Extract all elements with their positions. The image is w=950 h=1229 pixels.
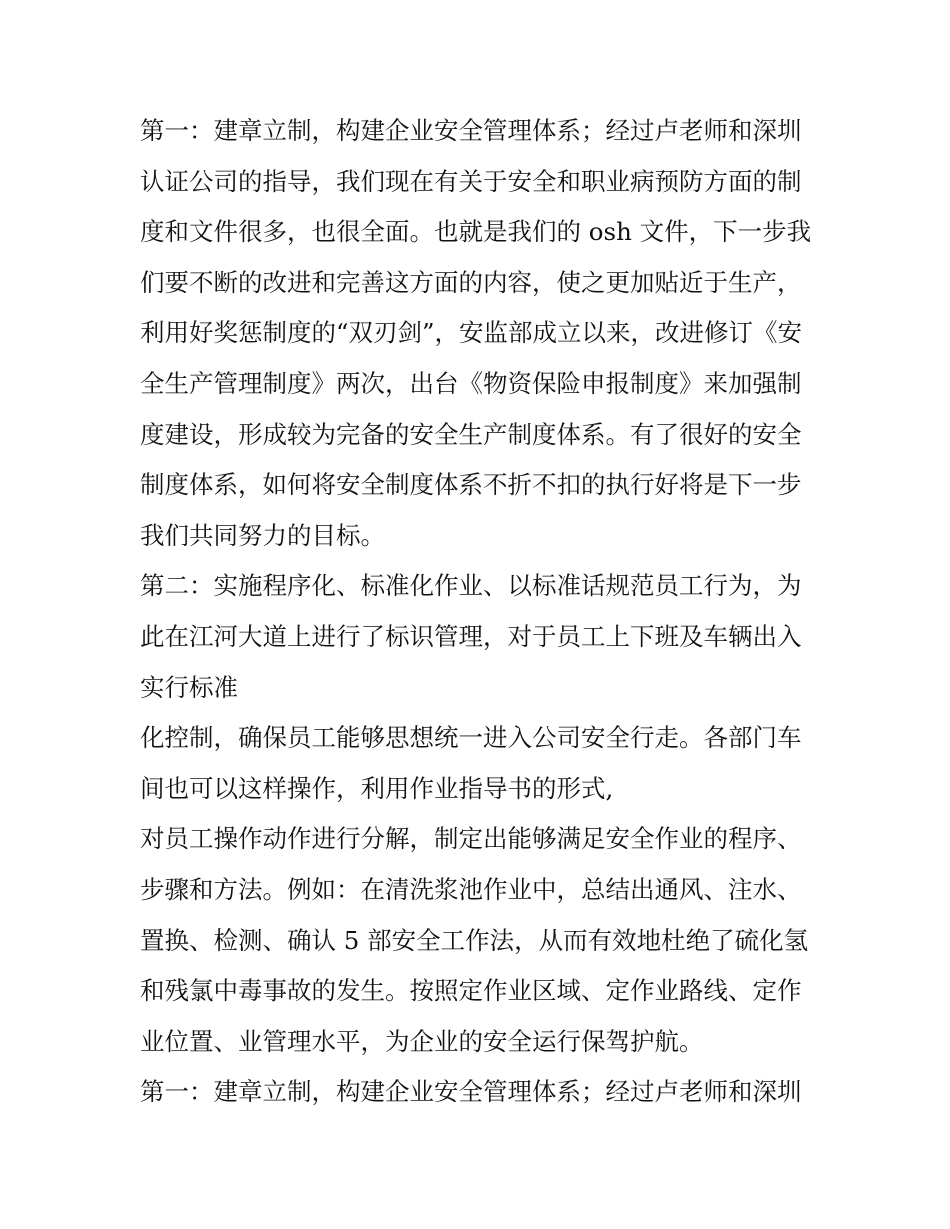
- text-line: 间也可以这样操作，利用作业指导书的形式,: [140, 773, 614, 803]
- text-line: 们要不断的改进和完善这方面的内容，使之更加贴近于生产，: [140, 267, 802, 297]
- text-line: 第一：建章立制，构建企业安全管理体系；经过卢老师和深圳: [140, 116, 802, 145]
- text-line: 认证公司的指导，我们现在有关于安全和职业病预防方面的制: [140, 166, 802, 196]
- text-line: 制度体系，如何将安全制度体系不折不扣的执行好将是下一步: [140, 470, 802, 500]
- text-line: 化控制，确保员工能够思想统一进入公司安全行走。各部门车: [140, 723, 802, 753]
- text-line: 我们共同努力的目标。: [140, 520, 385, 550]
- text-line: 对员工操作动作进行分解，制定出能够满足安全作业的程序、: [140, 824, 802, 854]
- text-line: 实行标准: [140, 672, 238, 702]
- text-line: 步骤和方法。例如：在清洗浆池作业中，总结出通风、注水、: [140, 874, 802, 904]
- text-line: 置换、检测、确认 5 部安全工作法，从而有效地杜绝了硫化氢: [140, 925, 809, 955]
- text-line: 第一：建章立制，构建企业安全管理体系；经过卢老师和深圳: [140, 1077, 802, 1107]
- text-line: 业位置、业管理水平，为企业的安全运行保驾护航。: [140, 1026, 704, 1056]
- text-line: 度建设，形成较为完备的安全生产制度体系。有了很好的安全: [140, 419, 802, 449]
- text-line: 和残氯中毒事故的发生。按照定作业区域、定作业路线、定作: [140, 976, 802, 1006]
- text-line: 利用好奖惩制度的“双刃剑”，安监部成立以来，改进修订《安: [140, 318, 803, 348]
- text-line: 第二：实施程序化、标准化作业、以标准话规范员工行为，为: [140, 571, 802, 601]
- document-body: [140, 106, 820, 1118]
- text-line: 此在江河大道上进行了标识管理，对于员工上下班及车辆出入: [140, 621, 802, 651]
- text-line: 全生产管理制度》两次，出台《物资保险申报制度》来加强制: [140, 368, 802, 398]
- text-line: 度和文件很多，也很全面。也就是我们的 osh 文件，下一步我: [140, 217, 812, 247]
